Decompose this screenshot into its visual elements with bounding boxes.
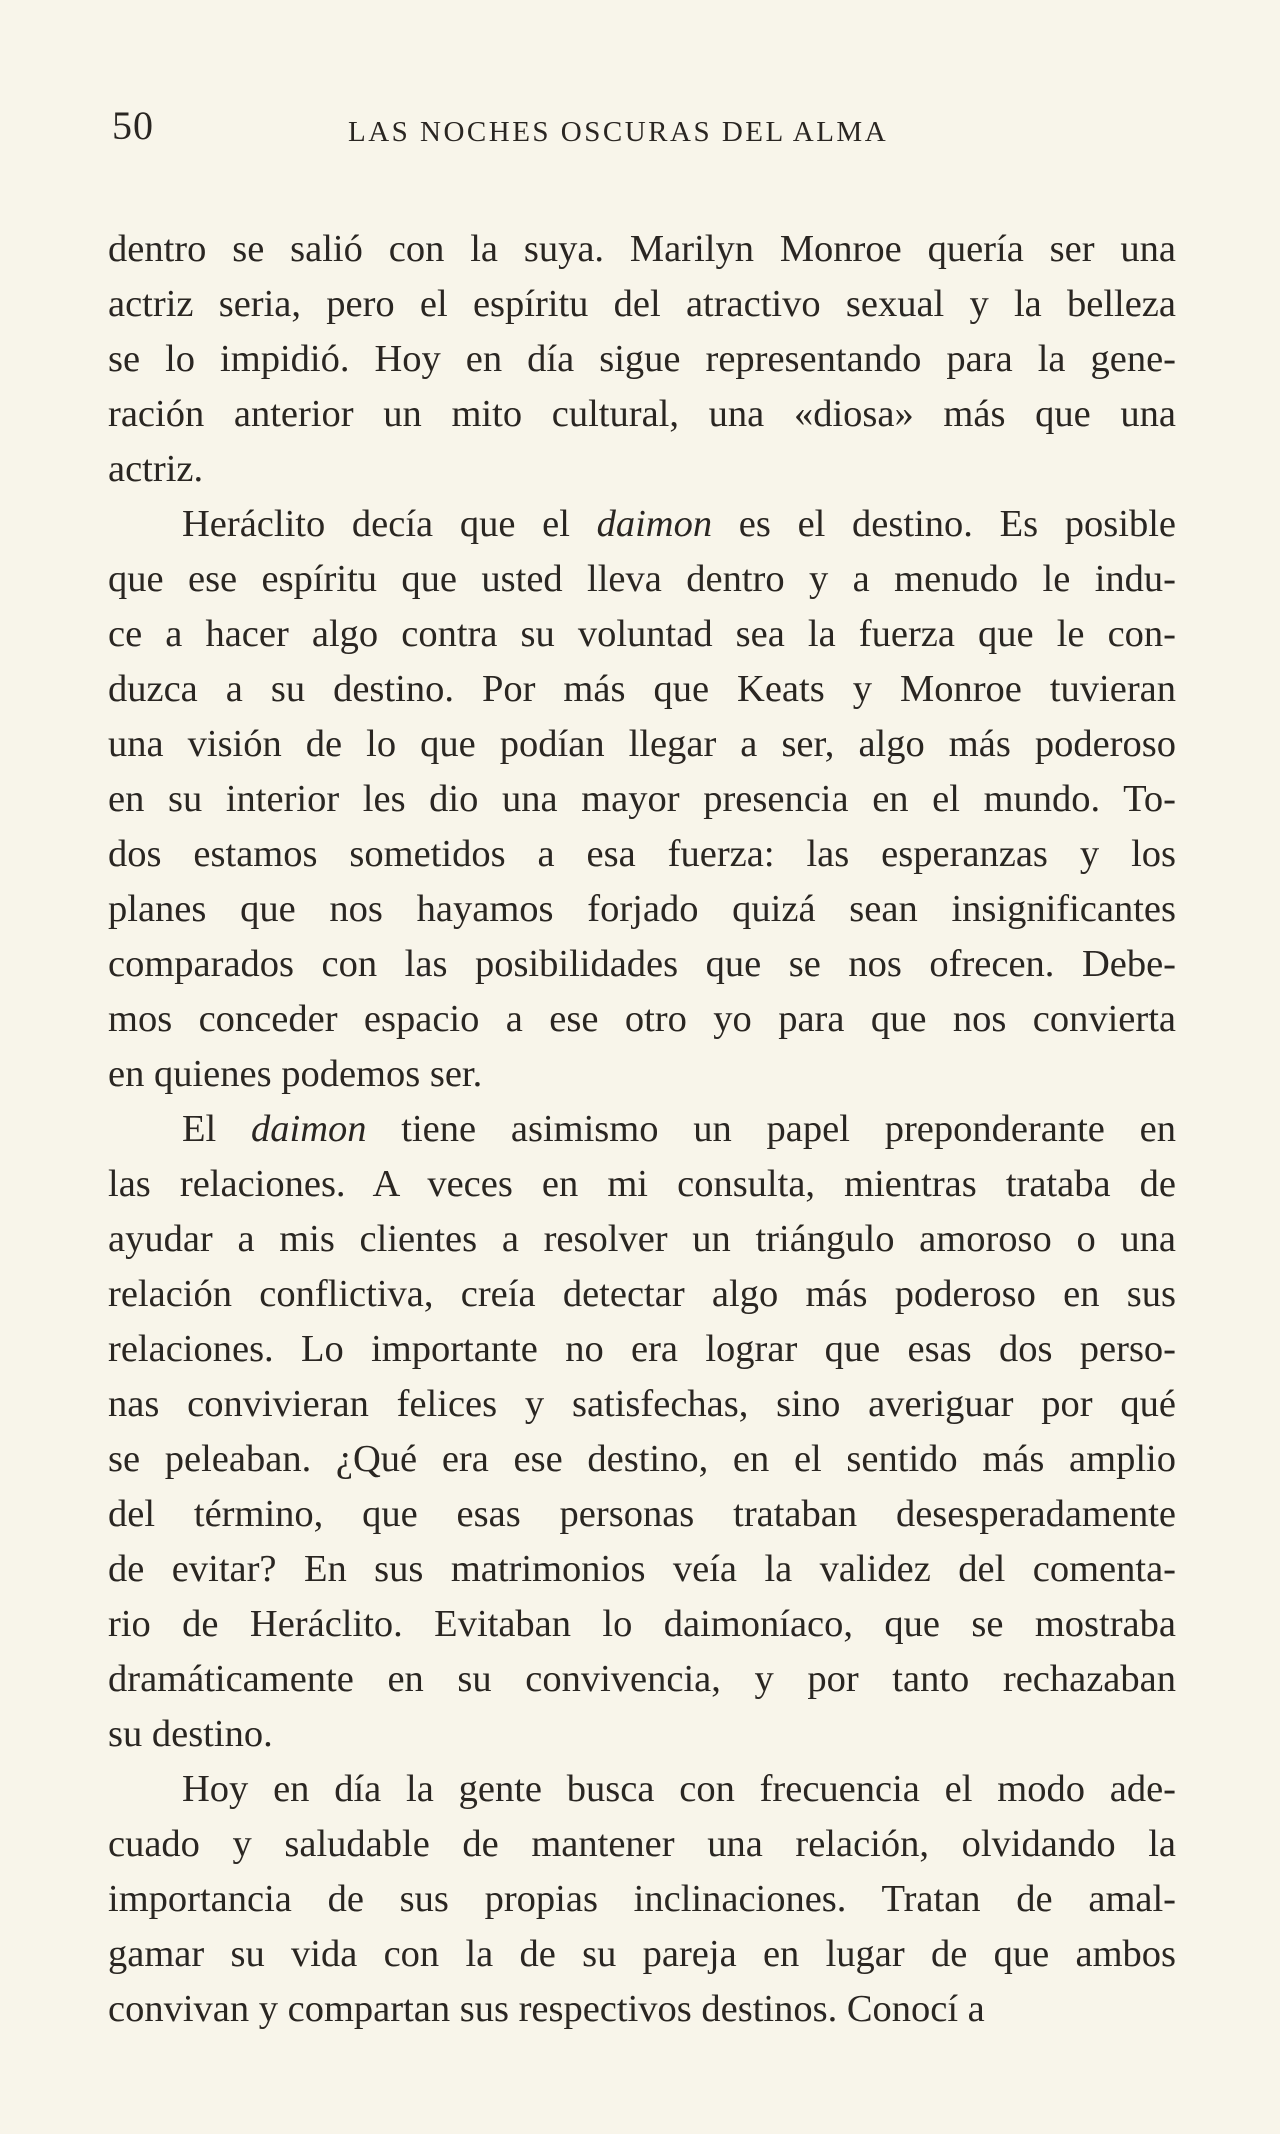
text-line <box>108 497 1176 552</box>
text-line: gamar su vida con la de su pareja en lugar de que ambos <box>108 1933 1176 1975</box>
running-head <box>112 102 1172 152</box>
text-line: comparados con las posibilidades que se nos ofrecen. Debe- <box>108 943 1176 985</box>
page-number: 50 <box>112 103 154 148</box>
text-line: nas convivieran felices y satisfechas, sino averiguar por qué <box>108 1383 1176 1425</box>
text-line: ración anterior un mito cultural, una «diosa» más que una <box>108 393 1176 435</box>
text-segment: es el destino. Es posible <box>712 503 1176 545</box>
text-line: de evitar? En sus matrimonios veía la validez del comenta- <box>108 1548 1176 1590</box>
text-line: relación conflictiva, creía detectar algo más poderoso en sus <box>108 1273 1176 1315</box>
text-line: ayudar a mis clientes a resolver un triángulo amoroso o una <box>108 1218 1176 1260</box>
text-line <box>108 1102 1176 1157</box>
text-line: importancia de sus propias inclinaciones. Tratan de amal- <box>108 1878 1176 1920</box>
text-segment: tiene asimismo un papel preponderante en <box>366 1108 1176 1150</box>
text-line: su destino. <box>108 1713 273 1755</box>
paragraph <box>108 497 1176 1102</box>
text-line: se peleaban. ¿Qué era ese destino, en el sentido más amplio <box>108 1438 1176 1480</box>
paragraph <box>108 1762 1176 2037</box>
text-line: ce a hacer algo contra su voluntad sea la fuerza que le con- <box>108 613 1176 655</box>
text-line: cuado y saludable de mantener una relación, olvidando la <box>108 1823 1176 1865</box>
paragraph <box>108 222 1176 497</box>
text-line: que ese espíritu que usted lleva dentro y a menudo le indu- <box>108 558 1176 600</box>
text-line: mos conceder espacio a ese otro yo para que nos convierta <box>108 998 1176 1040</box>
text-line: del término, que esas personas trataban desesperadamente <box>108 1493 1176 1535</box>
text-line: actriz seria, pero el espíritu del atractivo sexual y la belleza <box>108 283 1176 325</box>
text-line: relaciones. Lo importante no era lograr que esas dos perso- <box>108 1328 1176 1370</box>
text-line: en su interior les dio una mayor presencia en el mundo. To- <box>108 778 1176 820</box>
running-title: LAS NOCHES OSCURAS DEL ALMA <box>348 116 889 148</box>
text-line: las relaciones. A veces en mi consulta, mientras trataba de <box>108 1163 1176 1205</box>
text-line: una visión de lo que podían llegar a ser, algo más poderoso <box>108 723 1176 765</box>
text-line: se lo impidió. Hoy en día sigue representando para la gene- <box>108 338 1176 380</box>
paragraph <box>108 1102 1176 1762</box>
text-segment: El <box>182 1108 251 1150</box>
text-line: dos estamos sometidos a esa fuerza: las esperanzas y los <box>108 833 1176 875</box>
text-line: Hoy en día la gente busca con frecuencia el modo ade- <box>182 1768 1176 1810</box>
text-line: rio de Heráclito. Evitaban lo daimoníaco, que se mostraba <box>108 1603 1176 1645</box>
body-text <box>108 222 1176 2037</box>
text-line: actriz. <box>108 448 204 490</box>
text-line: planes que nos hayamos forjado quizá sean insignificantes <box>108 888 1176 930</box>
text-line: en quienes podemos ser. <box>108 1053 483 1095</box>
italic-term: daimon <box>251 1108 367 1150</box>
text-line: duzca a su destino. Por más que Keats y Monroe tuvieran <box>108 668 1176 710</box>
italic-term: daimon <box>596 503 713 545</box>
text-segment: Heráclito decía que el <box>182 503 597 545</box>
text-line: dramáticamente en su convivencia, y por tanto rechazaban <box>108 1658 1176 1700</box>
text-line: convivan y compartan sus respectivos destinos. Conocí a <box>108 1988 985 2030</box>
text-line: dentro se salió con la suya. Marilyn Monroe quería ser una <box>108 228 1176 270</box>
